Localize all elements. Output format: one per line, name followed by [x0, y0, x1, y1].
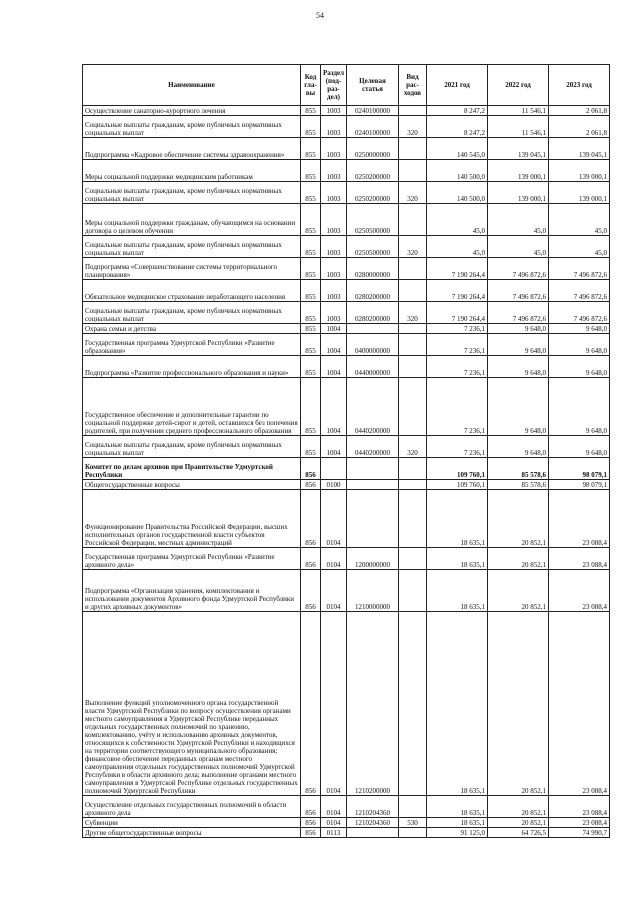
cell-name: Социальные выплаты гражданам, кроме публичных нормативных социальных выплат: [83, 236, 301, 258]
table-row: [83, 182, 610, 204]
cell-type: [399, 160, 427, 182]
cell-y2022: 20 852,1: [488, 490, 549, 548]
cell-y2021: 45,0: [427, 236, 488, 258]
cell-code: 855: [301, 236, 321, 258]
cell-type: [399, 258, 427, 280]
cell-type: 320: [399, 116, 427, 138]
cell-section: 1004: [321, 378, 347, 436]
cell-section: 1003: [321, 302, 347, 324]
cell-y2021: 8 247,2: [427, 106, 488, 116]
cell-code: 855: [301, 106, 321, 116]
cell-code: 855: [301, 436, 321, 458]
cell-code: 856: [301, 480, 321, 490]
cell-y2022: 9 648,0: [488, 334, 549, 356]
cell-y2022: 139 000,1: [488, 182, 549, 204]
budget-table: [82, 64, 610, 838]
cell-y2021: 8 247,2: [427, 116, 488, 138]
cell-y2021: 109 760,1: [427, 480, 488, 490]
table-row: [83, 436, 610, 458]
cell-code: 855: [301, 138, 321, 160]
cell-y2022: 45,0: [488, 236, 549, 258]
cell-y2023: 7 496 872,6: [549, 302, 610, 324]
cell-name: Подпрограмма «Кадровое обеспечение системы здравоохранения»: [83, 138, 301, 160]
cell-target: 0440200000: [347, 378, 399, 436]
cell-y2022: 7 496 872,6: [488, 302, 549, 324]
cell-section: 1003: [321, 236, 347, 258]
table-row: [83, 570, 610, 612]
header-section: Раздел (под-раз-дел): [321, 65, 347, 106]
cell-section: 0104: [321, 612, 347, 796]
cell-type: [399, 324, 427, 334]
cell-y2022: 7 496 872,6: [488, 258, 549, 280]
cell-code: 856: [301, 490, 321, 548]
cell-target: 1210204360: [347, 796, 399, 818]
cell-name: Осуществление санаторно-курортного лечения: [83, 106, 301, 116]
cell-name: Охрана семьи и детства: [83, 324, 301, 334]
cell-y2021: 7 236,1: [427, 324, 488, 334]
header-2023: 2023 год: [549, 65, 610, 106]
cell-code: 855: [301, 258, 321, 280]
cell-y2022: 9 648,0: [488, 436, 549, 458]
cell-target: 0250200000: [347, 182, 399, 204]
header-name: Наименование: [83, 65, 301, 106]
cell-section: 1003: [321, 182, 347, 204]
cell-name: Выполнение функций уполномоченного органа государственной власти Удмуртской Республики по вопросу осуществления органами местного самоуправления в Удмуртской Республике переданных отдельных государственных полномочий по хранению, комплектованию, учёту и использованию архивных документов, относящихся к собственности Удмуртской Республики и находящихся на территории соответствующего муниципального образования; финансовое обеспечение переданных органам местного самоуправления отдельных государственных полномочий Удмуртской Республики в области архивного дела; выполнение органами местного самоуправления в Удмуртской Республике отдельных государственных полномочий Удмуртской Республики: [83, 612, 301, 796]
cell-code: 856: [301, 818, 321, 828]
cell-y2021: 18 635,1: [427, 796, 488, 818]
cell-name: Социальные выплаты гражданам, кроме публичных нормативных социальных выплат: [83, 436, 301, 458]
cell-type: 320: [399, 236, 427, 258]
cell-section: 1003: [321, 160, 347, 182]
cell-y2022: 11 546,1: [488, 116, 549, 138]
cell-y2023: 139 000,1: [549, 182, 610, 204]
cell-name: Подпрограмма «Развитие профессионального образования и науки»: [83, 356, 301, 378]
cell-code: 855: [301, 204, 321, 236]
table-row: [83, 204, 610, 236]
table-row: [83, 138, 610, 160]
cell-section: 1004: [321, 334, 347, 356]
cell-target: 0280200000: [347, 280, 399, 302]
cell-y2023: 98 079,1: [549, 458, 610, 480]
cell-y2021: 18 635,1: [427, 490, 488, 548]
cell-code: 856: [301, 548, 321, 570]
cell-y2023: 7 496 872,6: [549, 280, 610, 302]
cell-code: 855: [301, 324, 321, 334]
cell-section: [321, 458, 347, 480]
cell-y2022: 20 852,1: [488, 796, 549, 818]
cell-type: 320: [399, 436, 427, 458]
cell-y2021: 140 500,0: [427, 160, 488, 182]
cell-name: Меры социальной поддержки гражданам, обучающимся на основании договора о целевом обучении: [83, 204, 301, 236]
cell-name: Социальные выплаты гражданам, кроме публичных нормативных социальных выплат: [83, 302, 301, 324]
header-type: Вид рас-ходов: [399, 65, 427, 106]
cell-code: 855: [301, 356, 321, 378]
cell-y2023: 98 079,1: [549, 480, 610, 490]
cell-target: 0280200000: [347, 302, 399, 324]
cell-type: [399, 548, 427, 570]
table-header-row: [83, 65, 610, 106]
table-row: [83, 236, 610, 258]
cell-name: Обязательное медицинское страхование неработающего населения: [83, 280, 301, 302]
cell-code: 855: [301, 160, 321, 182]
cell-y2023: 9 648,0: [549, 436, 610, 458]
cell-type: [399, 570, 427, 612]
cell-code: 856: [301, 796, 321, 818]
cell-section: 1004: [321, 436, 347, 458]
cell-code: 855: [301, 280, 321, 302]
cell-target: [347, 480, 399, 490]
cell-y2021: 7 236,1: [427, 436, 488, 458]
table-row: [83, 480, 610, 490]
cell-target: [347, 490, 399, 548]
header-2022: 2022 год: [488, 65, 549, 106]
cell-y2022: 20 852,1: [488, 570, 549, 612]
cell-y2022: 9 648,0: [488, 356, 549, 378]
cell-y2021: 7 236,1: [427, 334, 488, 356]
cell-target: [347, 324, 399, 334]
table-row: [83, 796, 610, 818]
cell-y2021: 7 190 264,4: [427, 302, 488, 324]
cell-name: Субвенции: [83, 818, 301, 828]
cell-y2021: 45,0: [427, 204, 488, 236]
cell-type: [399, 138, 427, 160]
cell-target: 1210000000: [347, 570, 399, 612]
cell-target: 1210204360: [347, 818, 399, 828]
cell-y2021: 18 635,1: [427, 570, 488, 612]
cell-target: 0250000000: [347, 138, 399, 160]
cell-name: Осуществление отдельных государственных полномочий в области архивного дела: [83, 796, 301, 818]
cell-y2022: 20 852,1: [488, 612, 549, 796]
cell-code: 856: [301, 828, 321, 838]
cell-target: 0280000000: [347, 258, 399, 280]
cell-y2021: 7 236,1: [427, 356, 488, 378]
header-2021: 2021 год: [427, 65, 488, 106]
cell-name: Общегосударственные вопросы: [83, 480, 301, 490]
cell-y2023: 7 496 872,6: [549, 258, 610, 280]
cell-name: Государственная программа Удмуртской Республики «Развитие архивного дела»: [83, 548, 301, 570]
header-code: Код гла-вы: [301, 65, 321, 106]
table-row: [83, 458, 610, 480]
cell-type: [399, 612, 427, 796]
cell-target: 0250500000: [347, 204, 399, 236]
cell-y2021: 7 190 264,4: [427, 280, 488, 302]
cell-section: 1003: [321, 106, 347, 116]
cell-name: Социальные выплаты гражданам, кроме публичных нормативных социальных выплат: [83, 116, 301, 138]
cell-code: 855: [301, 378, 321, 436]
cell-section: 0104: [321, 570, 347, 612]
cell-target: 1200000000: [347, 548, 399, 570]
cell-y2023: 45,0: [549, 204, 610, 236]
cell-section: 0104: [321, 796, 347, 818]
table-row: [83, 160, 610, 182]
table-row: [83, 548, 610, 570]
cell-y2023: 23 088,4: [549, 818, 610, 828]
cell-y2023: 45,0: [549, 236, 610, 258]
cell-section: 1003: [321, 138, 347, 160]
cell-target: 0250200000: [347, 160, 399, 182]
cell-y2021: 140 500,0: [427, 182, 488, 204]
cell-y2021: 91 125,0: [427, 828, 488, 838]
cell-y2021: 18 635,1: [427, 818, 488, 828]
cell-y2023: 9 648,0: [549, 334, 610, 356]
cell-y2022: 20 852,1: [488, 548, 549, 570]
cell-y2022: 11 546,1: [488, 106, 549, 116]
table-row: [83, 280, 610, 302]
cell-section: 0100: [321, 480, 347, 490]
cell-code: 855: [301, 334, 321, 356]
cell-target: 0440000000: [347, 356, 399, 378]
cell-target: 0440200000: [347, 436, 399, 458]
cell-section: 1003: [321, 116, 347, 138]
table-row: [83, 828, 610, 838]
cell-y2022: 139 045,1: [488, 138, 549, 160]
table-row: [83, 612, 610, 796]
cell-name: Государственное обеспечение и дополнительные гарантии по социальной поддержке детей-сирот и детей, оставшихся без попечения родителей, при получении среднего профессионального образования: [83, 378, 301, 436]
cell-name: Государственная программа Удмуртской Республики «Развитие образования»: [83, 334, 301, 356]
cell-type: [399, 280, 427, 302]
cell-y2023: 23 088,4: [549, 796, 610, 818]
cell-y2023: 74 990,7: [549, 828, 610, 838]
cell-target: 0240100000: [347, 106, 399, 116]
cell-code: 855: [301, 302, 321, 324]
table-row: [83, 818, 610, 828]
cell-section: 1003: [321, 204, 347, 236]
cell-y2021: 18 635,1: [427, 548, 488, 570]
cell-y2023: 2 061,8: [549, 106, 610, 116]
cell-section: 0104: [321, 818, 347, 828]
cell-section: 1003: [321, 280, 347, 302]
cell-type: [399, 356, 427, 378]
cell-type: 320: [399, 182, 427, 204]
cell-y2023: 2 061,8: [549, 116, 610, 138]
table-row: [83, 378, 610, 436]
table-row: [83, 302, 610, 324]
page-number: 54: [316, 11, 324, 20]
cell-y2023: 9 648,0: [549, 378, 610, 436]
cell-type: [399, 334, 427, 356]
cell-type: [399, 378, 427, 436]
cell-y2022: 85 578,6: [488, 480, 549, 490]
cell-target: [347, 458, 399, 480]
table-row: [83, 490, 610, 548]
cell-y2022: 64 726,5: [488, 828, 549, 838]
cell-section: 0113: [321, 828, 347, 838]
cell-section: 1004: [321, 324, 347, 334]
cell-type: [399, 458, 427, 480]
cell-code: 855: [301, 182, 321, 204]
table-row: [83, 258, 610, 280]
cell-section: 0104: [321, 490, 347, 548]
cell-type: [399, 796, 427, 818]
cell-y2023: 139 045,1: [549, 138, 610, 160]
cell-name: Меры социальной поддержки медицинским работникам: [83, 160, 301, 182]
cell-code: 855: [301, 116, 321, 138]
cell-target: 0400000000: [347, 334, 399, 356]
cell-y2023: 23 088,4: [549, 612, 610, 796]
cell-section: 1004: [321, 356, 347, 378]
cell-name: Подпрограмма «Организация хранения, комплектования и использования документов Архивного фонда Удмуртской Республики и других архивных документов»: [83, 570, 301, 612]
cell-name: Подпрограмма «Совершенствование системы территориального планирования»: [83, 258, 301, 280]
cell-y2022: 9 648,0: [488, 378, 549, 436]
cell-type: 530: [399, 818, 427, 828]
table-row: [83, 106, 610, 116]
cell-code: 856: [301, 612, 321, 796]
cell-y2021: 140 545,0: [427, 138, 488, 160]
cell-y2022: 9 648,0: [488, 324, 549, 334]
cell-code: 856: [301, 570, 321, 612]
cell-y2022: 139 000,1: [488, 160, 549, 182]
cell-y2023: 9 648,0: [549, 356, 610, 378]
cell-type: [399, 480, 427, 490]
header-target: Целевая статья: [347, 65, 399, 106]
cell-section: 1003: [321, 258, 347, 280]
table-row: [83, 324, 610, 334]
cell-y2021: 109 760,1: [427, 458, 488, 480]
table-row: [83, 356, 610, 378]
cell-type: 320: [399, 302, 427, 324]
cell-name: Социальные выплаты гражданам, кроме публичных нормативных социальных выплат: [83, 182, 301, 204]
cell-target: [347, 828, 399, 838]
cell-y2021: 18 635,1: [427, 612, 488, 796]
cell-y2023: 23 088,4: [549, 570, 610, 612]
cell-y2023: 9 648,0: [549, 324, 610, 334]
cell-y2022: 85 578,6: [488, 458, 549, 480]
cell-y2023: 139 000,1: [549, 160, 610, 182]
cell-section: 0104: [321, 548, 347, 570]
cell-type: [399, 106, 427, 116]
cell-name: Другие общегосударственные вопросы: [83, 828, 301, 838]
table-row: [83, 116, 610, 138]
cell-target: 0250500000: [347, 236, 399, 258]
cell-name: Комитет по делам архивов при Правительстве Удмуртской Республики: [83, 458, 301, 480]
cell-y2021: 7 190 264,4: [427, 258, 488, 280]
cell-y2022: 20 852,1: [488, 818, 549, 828]
cell-type: [399, 828, 427, 838]
cell-name: Функционирование Правительства Российской Федерации, высших исполнительных органов государственной власти субъектов Российской Федерации, местных администраций: [83, 490, 301, 548]
table-row: [83, 334, 610, 356]
cell-y2023: 23 088,4: [549, 548, 610, 570]
cell-target: 0240100000: [347, 116, 399, 138]
cell-code: 856: [301, 458, 321, 480]
cell-type: [399, 204, 427, 236]
cell-y2021: 7 236,1: [427, 378, 488, 436]
cell-y2022: 45,0: [488, 204, 549, 236]
cell-y2023: 23 088,4: [549, 490, 610, 548]
cell-y2022: 7 496 872,6: [488, 280, 549, 302]
cell-target: 1210200000: [347, 612, 399, 796]
cell-type: [399, 490, 427, 548]
